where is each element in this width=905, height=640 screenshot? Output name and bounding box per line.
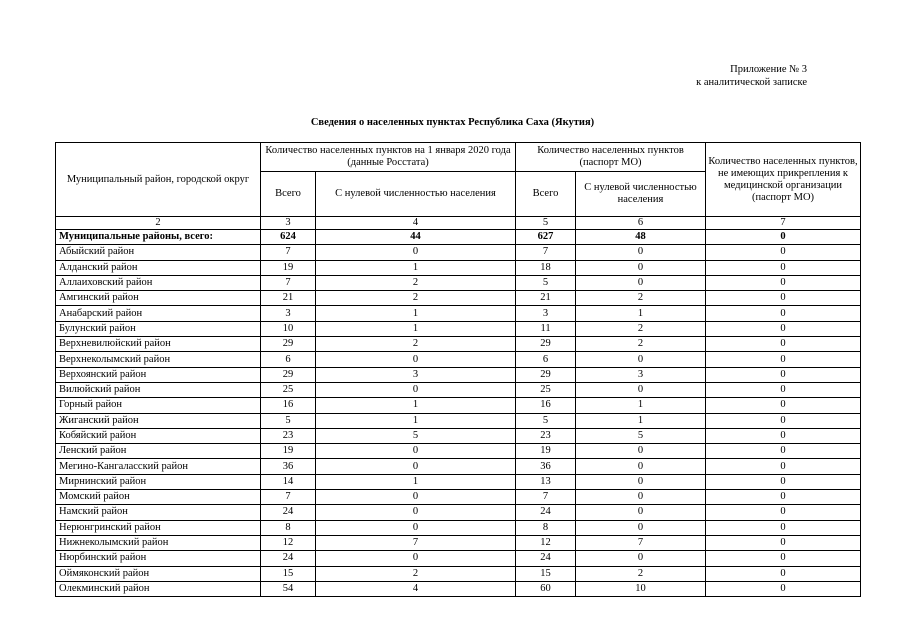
table-cell: 0	[576, 459, 706, 474]
table-row	[56, 260, 861, 275]
table-cell: 16	[516, 398, 576, 413]
district-name: Анабарский район	[56, 306, 261, 321]
table-cell: 0	[706, 459, 861, 474]
total-cell: 627	[516, 230, 576, 245]
district-name: Мирнинский район	[56, 474, 261, 489]
table-cell: 5	[516, 413, 576, 428]
district-name: Нижнеколымский район	[56, 535, 261, 550]
table-cell: 25	[261, 382, 316, 397]
table-row	[56, 520, 861, 535]
table-cell: 1	[316, 398, 516, 413]
table-row	[56, 337, 861, 352]
table-cell: 12	[261, 535, 316, 550]
table-cell: 29	[516, 367, 576, 382]
district-name: Кобяйский район	[56, 428, 261, 443]
table-row	[56, 459, 861, 474]
table-cell: 0	[316, 551, 516, 566]
table-cell: 29	[516, 337, 576, 352]
appendix-subtitle: к аналитической записке	[696, 77, 807, 88]
table-cell: 19	[516, 444, 576, 459]
table-cell: 0	[706, 382, 861, 397]
district-name: Нерюнгринский район	[56, 520, 261, 535]
table-cell: 60	[516, 581, 576, 596]
column-number: 6	[576, 217, 706, 230]
table-cell: 0	[706, 490, 861, 505]
table-cell: 0	[316, 520, 516, 535]
table-cell: 0	[706, 535, 861, 550]
district-name: Момский район	[56, 490, 261, 505]
district-name: Жиганский район	[56, 413, 261, 428]
table-cell: 0	[316, 505, 516, 520]
table-cell: 8	[516, 520, 576, 535]
table-cell: 0	[576, 382, 706, 397]
table-cell: 5	[261, 413, 316, 428]
table-cell: 3	[261, 306, 316, 321]
table-cell: 3	[576, 367, 706, 382]
table-cell: 1	[576, 398, 706, 413]
table-cell: 0	[316, 444, 516, 459]
table-cell: 5	[316, 428, 516, 443]
district-name: Нюрбинский район	[56, 551, 261, 566]
table-cell: 5	[516, 275, 576, 290]
table-cell: 15	[516, 566, 576, 581]
table-cell: 0	[706, 321, 861, 336]
header-rosstat-group: Количество населенных пунктов на 1 января 2020 года (данные Росстата)	[261, 143, 516, 172]
column-number: 4	[316, 217, 516, 230]
column-number: 2	[56, 217, 261, 230]
table-cell: 0	[316, 490, 516, 505]
table-row	[56, 245, 861, 260]
table-cell: 0	[576, 520, 706, 535]
table-row	[56, 275, 861, 290]
district-name: Верхоянский район	[56, 367, 261, 382]
table-row	[56, 306, 861, 321]
district-name: Мегино-Кангаласский район	[56, 459, 261, 474]
total-label: Муниципальные районы, всего:	[56, 230, 261, 245]
total-cell: 0	[706, 230, 861, 245]
table-cell: 2	[576, 566, 706, 581]
table-row	[56, 367, 861, 382]
column-number: 3	[261, 217, 316, 230]
table-cell: 24	[261, 551, 316, 566]
table-cell: 0	[316, 459, 516, 474]
table-cell: 3	[516, 306, 576, 321]
table-cell: 1	[316, 474, 516, 489]
table-cell: 0	[706, 398, 861, 413]
table-row	[56, 566, 861, 581]
table-cell: 0	[706, 520, 861, 535]
table-cell: 3	[316, 367, 516, 382]
header-passport-total: Всего	[516, 172, 576, 217]
table-row	[56, 291, 861, 306]
table-cell: 0	[316, 245, 516, 260]
appendix-note	[696, 63, 807, 89]
table-cell: 2	[316, 291, 516, 306]
table-cell: 0	[706, 245, 861, 260]
table-cell: 0	[576, 444, 706, 459]
table-row	[56, 398, 861, 413]
table-cell: 54	[261, 581, 316, 596]
table-row	[56, 428, 861, 443]
header-rosstat-zero: С нулевой численностью населения	[316, 172, 516, 217]
table-cell: 6	[516, 352, 576, 367]
table-cell: 0	[706, 566, 861, 581]
header-passport-group: Количество населенных пунктов (паспорт МО)	[516, 143, 706, 172]
table-row	[56, 474, 861, 489]
table-cell: 14	[261, 474, 316, 489]
table-cell: 2	[576, 291, 706, 306]
table-cell: 2	[316, 566, 516, 581]
table-cell: 24	[516, 551, 576, 566]
table-cell: 0	[706, 444, 861, 459]
table-cell: 0	[576, 275, 706, 290]
table-cell: 25	[516, 382, 576, 397]
table-cell: 1	[576, 413, 706, 428]
table-cell: 5	[576, 428, 706, 443]
table-cell: 1	[316, 413, 516, 428]
table-cell: 0	[706, 352, 861, 367]
table-cell: 0	[706, 551, 861, 566]
header-no-medical: Количество населенных пунктов, не имеющих прикрепления к медицинской организации (паспорт МО)	[706, 143, 861, 217]
header-district: Муниципальный район, городской округ	[56, 143, 261, 217]
district-name: Верхневилюйский район	[56, 337, 261, 352]
table-cell: 13	[516, 474, 576, 489]
table-cell: 19	[261, 444, 316, 459]
table-cell: 4	[316, 581, 516, 596]
table-cell: 36	[516, 459, 576, 474]
district-name: Алданский район	[56, 260, 261, 275]
table-row	[56, 352, 861, 367]
table-cell: 11	[516, 321, 576, 336]
table-cell: 7	[261, 245, 316, 260]
header-passport-zero: С нулевой численностью населения	[576, 172, 706, 217]
table-row	[56, 413, 861, 428]
table-cell: 0	[576, 551, 706, 566]
table-cell: 1	[316, 260, 516, 275]
district-name: Горный район	[56, 398, 261, 413]
district-name: Намский район	[56, 505, 261, 520]
district-name: Олекминский район	[56, 581, 261, 596]
district-name: Вилюйский район	[56, 382, 261, 397]
table-cell: 2	[316, 275, 516, 290]
table-row	[56, 490, 861, 505]
table-cell: 0	[316, 352, 516, 367]
table-cell: 12	[516, 535, 576, 550]
header-row-groups	[56, 143, 861, 172]
table-cell: 0	[706, 260, 861, 275]
table-cell: 29	[261, 337, 316, 352]
table-row	[56, 382, 861, 397]
table-cell: 0	[706, 367, 861, 382]
table-cell: 7	[516, 490, 576, 505]
table-cell: 0	[576, 260, 706, 275]
total-cell: 624	[261, 230, 316, 245]
settlements-table	[55, 142, 861, 597]
table-cell: 7	[261, 275, 316, 290]
table-cell: 21	[516, 291, 576, 306]
district-name: Абыйский район	[56, 245, 261, 260]
table-cell: 0	[576, 474, 706, 489]
table-cell: 23	[516, 428, 576, 443]
district-name: Аллаиховский район	[56, 275, 261, 290]
district-name: Амгинский район	[56, 291, 261, 306]
appendix-number: Приложение № 3	[730, 64, 807, 75]
district-name: Верхнеколымский район	[56, 352, 261, 367]
table-row	[56, 444, 861, 459]
table-cell: 0	[576, 352, 706, 367]
table-cell: 0	[706, 505, 861, 520]
table-cell: 7	[316, 535, 516, 550]
district-name: Ленский район	[56, 444, 261, 459]
table-cell: 21	[261, 291, 316, 306]
table-cell: 0	[706, 413, 861, 428]
table-cell: 0	[576, 245, 706, 260]
district-name: Оймяконский район	[56, 566, 261, 581]
table-cell: 10	[576, 581, 706, 596]
table-row	[56, 321, 861, 336]
district-name: Булунский район	[56, 321, 261, 336]
table-cell: 0	[706, 428, 861, 443]
table-cell: 0	[316, 382, 516, 397]
table-cell: 0	[576, 490, 706, 505]
table-cell: 23	[261, 428, 316, 443]
column-number: 5	[516, 217, 576, 230]
total-row	[56, 230, 861, 245]
table-cell: 19	[261, 260, 316, 275]
table-cell: 0	[706, 291, 861, 306]
table-cell: 8	[261, 520, 316, 535]
table-cell: 16	[261, 398, 316, 413]
table-cell: 0	[576, 505, 706, 520]
table-cell: 2	[576, 321, 706, 336]
total-cell: 44	[316, 230, 516, 245]
table-cell: 0	[706, 337, 861, 352]
table-row	[56, 505, 861, 520]
table-cell: 29	[261, 367, 316, 382]
header-rosstat-total: Всего	[261, 172, 316, 217]
table-cell: 36	[261, 459, 316, 474]
table-cell: 0	[706, 474, 861, 489]
table-cell: 10	[261, 321, 316, 336]
document-title: Сведения о населенных пунктах Республика Саха (Якутия)	[310, 117, 595, 128]
table-cell: 0	[706, 581, 861, 596]
table-cell: 0	[706, 275, 861, 290]
table-cell: 6	[261, 352, 316, 367]
column-number-row	[56, 217, 861, 230]
table-row	[56, 581, 861, 596]
table-cell: 7	[516, 245, 576, 260]
table-cell: 7	[576, 535, 706, 550]
table-cell: 24	[261, 505, 316, 520]
table-cell: 1	[316, 321, 516, 336]
table-cell: 0	[706, 306, 861, 321]
column-number: 7	[706, 217, 861, 230]
table-cell: 15	[261, 566, 316, 581]
table-cell: 1	[316, 306, 516, 321]
table-cell: 18	[516, 260, 576, 275]
table-cell: 1	[576, 306, 706, 321]
total-cell: 48	[576, 230, 706, 245]
table-cell: 2	[576, 337, 706, 352]
table-cell: 7	[261, 490, 316, 505]
table-cell: 2	[316, 337, 516, 352]
table-cell: 24	[516, 505, 576, 520]
table-row	[56, 535, 861, 550]
table-row	[56, 551, 861, 566]
